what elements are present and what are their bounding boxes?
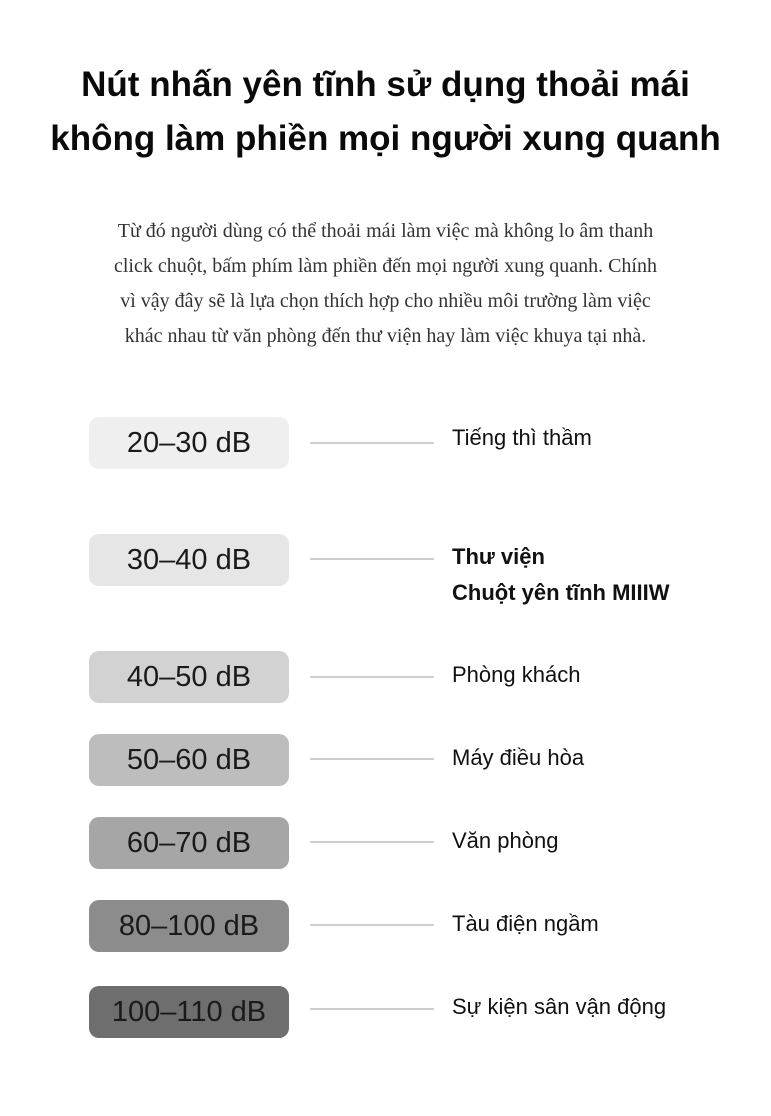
- connector-line: [310, 758, 434, 760]
- product-highlight-text: Chuột yên tĩnh MIIIW: [452, 580, 670, 605]
- sound-source-text: Văn phòng: [452, 828, 559, 853]
- connector-line: [310, 676, 434, 678]
- decibel-range-pill: 50–60 dB: [89, 734, 289, 786]
- decibel-range-pill: 100–110 dB: [89, 986, 289, 1038]
- title-line-2: không làm phiền mọi người xung quanh: [50, 119, 721, 158]
- decibel-range-pill: 80–100 dB: [89, 900, 289, 952]
- page-title: [0, 58, 771, 166]
- sound-source-text: Tàu điện ngầm: [452, 911, 599, 936]
- title-line-1: Nút nhấn yên tĩnh sử dụng thoải mái: [81, 65, 690, 104]
- sound-source-label: [452, 420, 592, 456]
- decibel-range-pill: 20–30 dB: [89, 417, 289, 469]
- decibel-range-pill: 40–50 dB: [89, 651, 289, 703]
- sound-source-label: [452, 740, 584, 776]
- description-line-3: vì vậy đây sẽ là lựa chọn thích hợp cho nhiều môi trường làm việc: [120, 290, 651, 312]
- description-line-4: khác nhau từ văn phòng đến thư viện hay làm việc khuya tại nhà.: [124, 325, 647, 347]
- sound-source-label: [452, 823, 558, 859]
- sound-source-text: Máy điều hòa: [452, 745, 585, 770]
- sound-source-text: Tiếng thì thầm: [452, 425, 592, 450]
- description-line-1: Từ đó người dùng có thể thoải mái làm việc mà không lo âm thanh: [117, 220, 654, 242]
- sound-source-label: [452, 906, 599, 942]
- sound-source-text: Sự kiện sân vận động: [452, 994, 667, 1019]
- decibel-range-pill: 60–70 dB: [89, 817, 289, 869]
- sound-source-label: [452, 989, 666, 1025]
- connector-line: [310, 841, 434, 843]
- description-line-2: click chuột, bấm phím làm phiền đến mọi người xung quanh. Chính: [113, 255, 657, 277]
- connector-line: [310, 924, 434, 926]
- connector-line: [310, 442, 434, 444]
- sound-source-text: Phòng khách: [452, 662, 581, 687]
- sound-source-label: [452, 539, 670, 611]
- description: [40, 214, 731, 354]
- connector-line: [310, 558, 434, 560]
- decibel-range-pill: 30–40 dB: [89, 534, 289, 586]
- connector-line: [310, 1008, 434, 1010]
- sound-source-text: Thư viện: [452, 544, 545, 569]
- sound-source-label: [452, 657, 580, 693]
